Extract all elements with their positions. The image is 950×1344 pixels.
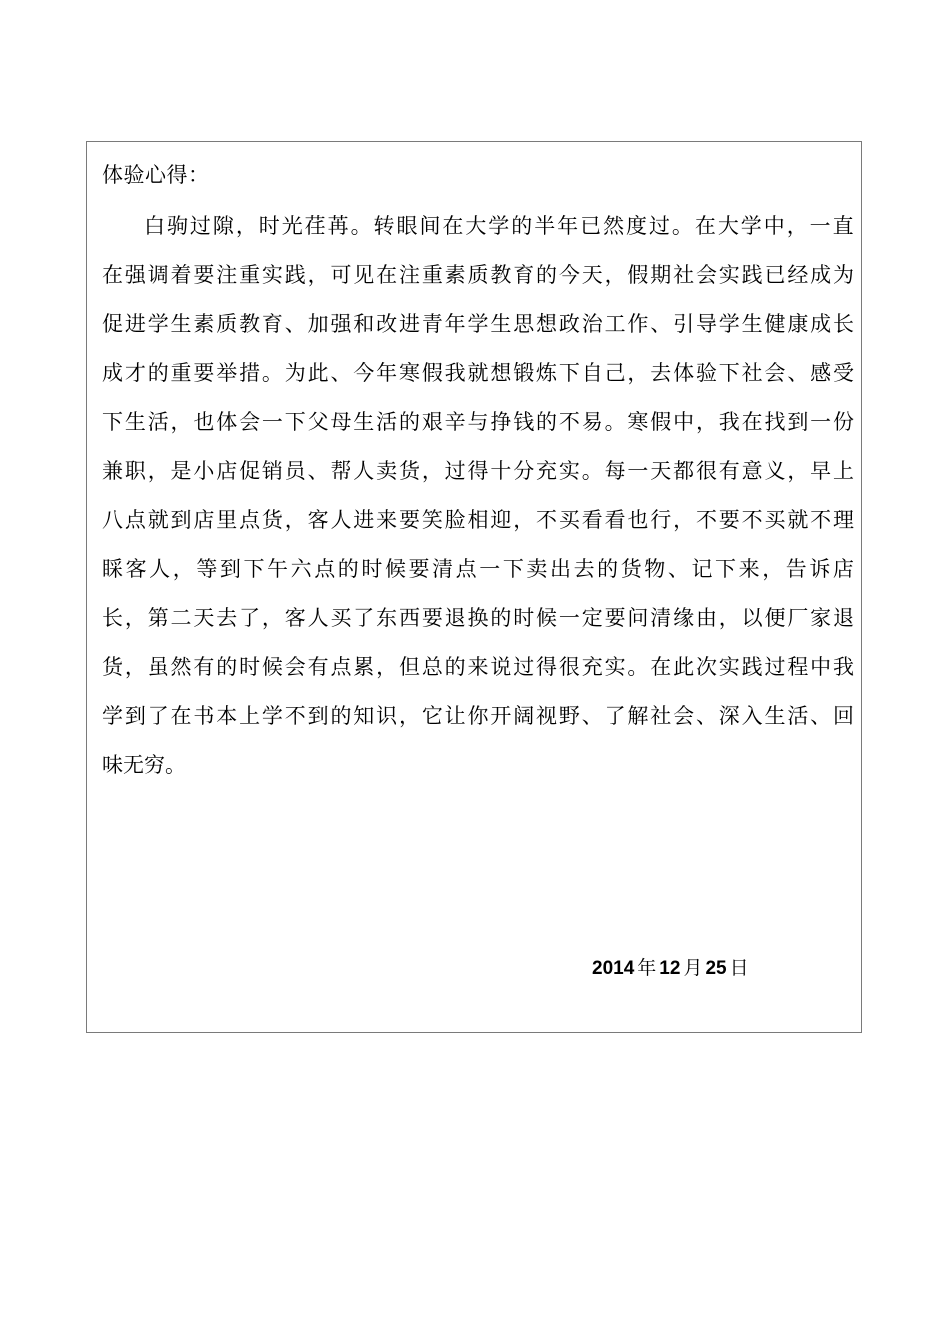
body-paragraph [102, 208, 854, 796]
date-month-unit: 月 [683, 957, 703, 979]
paragraph-line: 长 ， 第 二 天 去 了 ， 客 人 买 了 东 西 要 退 换 的 时 候 一 定 要 问 清 缘 由 ， 以 便 厂 家 退 [102, 606, 854, 630]
paragraph-line: 货 ， 虽 然 有 的 时 候 会 有 点 累 ， 但 总 的 来 说 过 得 很 充 实 。 在 此 次 实 践 过 程 中 我 [102, 655, 854, 679]
paragraph-line: 在 强 调 着 要 注 重 实 践 ， 可 见 在 注 重 素 质 教 育 的 今 天 ， 假 期 社 会 实 践 已 经 成 为 [102, 263, 854, 287]
section-heading: 体验心得： [102, 163, 210, 187]
paragraph-line: 白 驹 过 隙 ， 时 光 荏 苒 。 转 眼 间 在 大 学 的 半 年 已 然 度 过 。 在 大 学 中 ， 一 直 [144, 214, 854, 238]
paragraph-line: 成 才 的 重 要 举 措 。 为 此 、 今 年 寒 假 我 就 想 锻 炼 下 自 己 ， 去 体 验 下 社 会 、 感 受 [102, 361, 854, 385]
date-day: 25 [705, 958, 727, 979]
signature-date [592, 954, 752, 983]
paragraph-line: 学 到 了 在 书 本 上 学 不 到 的 知 识 ， 它 让 你 开 阔 视 野 、 了 解 社 会 、 深 入 生 活 、 回 [102, 704, 854, 728]
date-day-unit: 日 [729, 957, 749, 979]
date-year-unit: 年 [637, 957, 657, 979]
paragraph-line: 睬 客 人 ， 等 到 下 午 六 点 的 时 候 要 清 点 一 下 卖 出 去 的 货 物 、 记 下 来 ， 告 诉 店 [102, 557, 854, 581]
experience-form-box [86, 141, 862, 1033]
paragraph-line: 下 生 活 ， 也 体 会 一 下 父 母 生 活 的 艰 辛 与 挣 钱 的 不 易 。 寒 假 中 ， 我 在 找 到 一 份 [102, 410, 854, 434]
paragraph-line: 八 点 就 到 店 里 点 货 ， 客 人 进 来 要 笑 脸 相 迎 ， 不 买 看 看 也 行 ， 不 要 不 买 就 不 理 [102, 508, 854, 532]
paragraph-line: 味无穷。 [102, 753, 186, 777]
date-year: 2014 [592, 958, 635, 979]
paragraph-line: 兼 职 ， 是 小 店 促 销 员 、 帮 人 卖 货 ， 过 得 十 分 充 实 。 每 一 天 都 很 有 意 义 ， 早 上 [102, 459, 854, 483]
paragraph-line: 促 进 学 生 素 质 教 育 、 加 强 和 改 进 青 年 学 生 思 想 政 治 工 作 、 引 导 学 生 健 康 成 长 [102, 312, 854, 336]
date-month: 12 [659, 958, 681, 979]
